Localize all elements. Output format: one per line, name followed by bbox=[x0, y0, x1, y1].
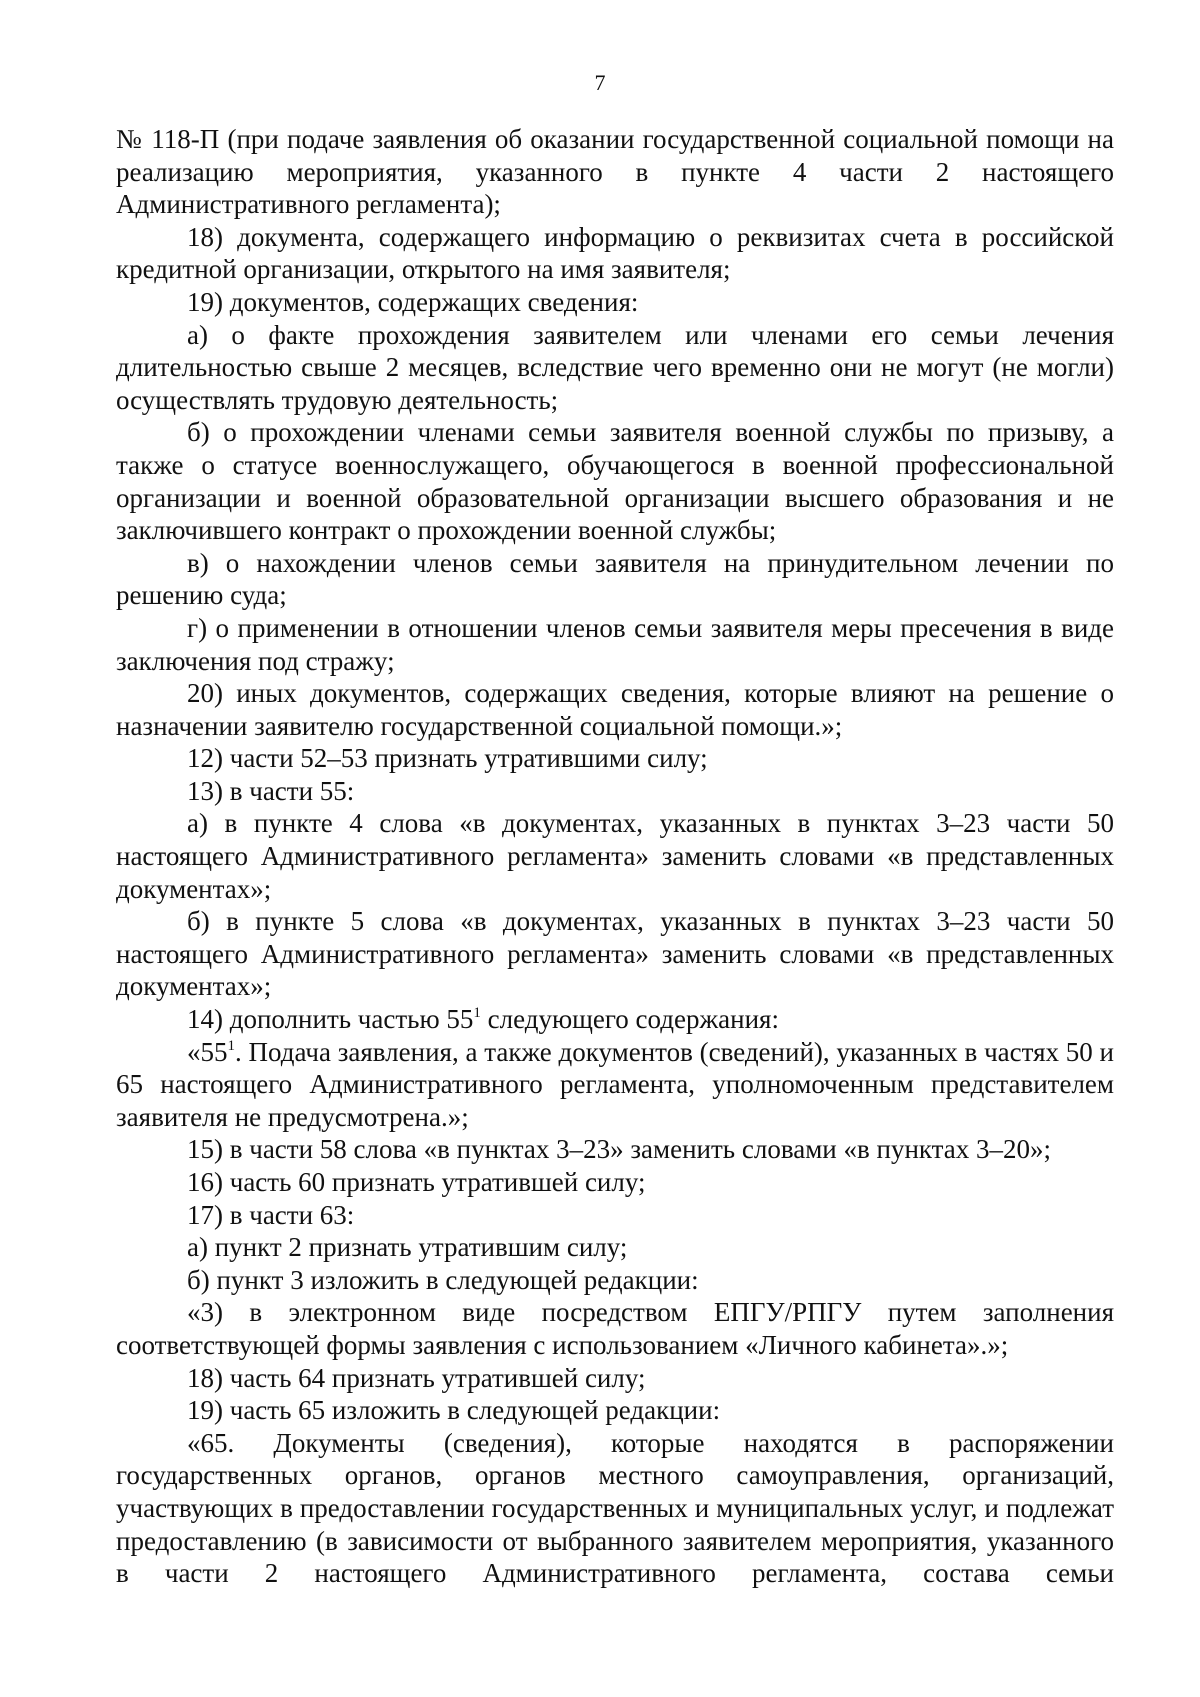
paragraph-text-before-superscript: 14) дополнить частью 55 bbox=[187, 1004, 474, 1035]
paragraph-item-19-documents: 19) документов, содержащих сведения: bbox=[187, 286, 639, 317]
paragraph-subitem-g-custody: г) о применении в отношении членов семьи заявителя меры пресечения в виде заключения под стражу; bbox=[116, 612, 1114, 676]
paragraph-item-17-part-63: 17) в части 63: bbox=[187, 1199, 355, 1230]
paragraph-item-12-parts-52-53: 12) части 52–53 признать утратившими силу; bbox=[187, 743, 708, 774]
paragraph-subitem-a-treatment: а) о факте прохождения заявителем или членами его семьи лечения длительностью свыше 2 месяцев, вследствие чего временно они не могут (не могли) осуществлять трудовую деятельность; bbox=[116, 319, 1114, 415]
paragraph-item-20-other-documents: 20) иных документов, содержащих сведения, которые влияют на решение о назначении заявителю государственной социальной помощи.»; bbox=[116, 678, 1114, 741]
paragraph-quoted-point-3: «3) в электронном виде посредством ЕПГУ/РПГУ путем заполнения соответствующей формы заявления с использованием «Личного кабинета».»; bbox=[116, 1297, 1114, 1360]
paragraph-subitem-a-point-4: а) в пункте 4 слова «в документах, указанных в пунктах 3–23 части 50 настоящего Административного регламента» заменить словами «в представленных документах»; bbox=[116, 808, 1114, 904]
paragraph-item-18-part-64: 18) часть 64 признать утратившей силу; bbox=[187, 1362, 646, 1393]
paragraph-item-16-part-60: 16) часть 60 признать утратившей силу; bbox=[187, 1167, 646, 1197]
paragraph-item-14-add-part-55-1 bbox=[116, 1003, 1114, 1036]
superscript-number: 1 bbox=[473, 1005, 481, 1022]
paragraph-subitem-a-point-2: а) пункт 2 признать утратившим силу; bbox=[187, 1232, 628, 1263]
paragraph-subitem-v-compulsory-treatment: в) о нахождении членов семьи заявителя на принудительном лечении по решению суда; bbox=[116, 547, 1114, 611]
document-body bbox=[116, 123, 1114, 1590]
paragraph-quoted-part-65: «65. Документы (сведения), которые находятся в распоряжении государственных органов, органов местного самоуправления, организаций, участвующих в предоставлении государственных и муниципальных услуг, и подлежат предоставлению (в зависимости от выбранного заявителем мероприятия, указанного в части 2 настоящего Административного регламента, состава семьи bbox=[116, 1427, 1114, 1589]
page-number: 7 bbox=[594, 70, 606, 95]
paragraph-item-18-account-details: 18) документа, содержащего информацию о реквизитах счета в российской кредитной организации, открытого на имя заявителя; bbox=[116, 221, 1114, 285]
paragraph-subitem-b-military-service: б) о прохождении членами семьи заявителя военной службы по призыву, а также о статусе военнослужащего, обучающегося в военной профессиональной организации и военной образовательной организации высшего образования и не заключившего контракт о прохождении военной службы; bbox=[116, 417, 1114, 546]
paragraph-text-before-superscript: «55 bbox=[187, 1036, 228, 1067]
paragraph-text-after-superscript: . Подача заявления, а также документов (сведений), указанных в частях 50 и 65 настоящего Административного регламента, уполномоченным представителем заявителя не предусмотрена.»; bbox=[116, 1036, 1114, 1132]
paragraph-item-15-part-58: 15) в части 58 слова «в пунктах 3–23» заменить словами «в пунктах 3–20»; bbox=[187, 1134, 1052, 1165]
paragraph-text-after-superscript: следующего содержания: bbox=[480, 1004, 779, 1035]
paragraph-part-55-1-text bbox=[116, 1036, 1114, 1134]
paragraph-subitem-b-point-5: б) в пункте 5 слова «в документах, указанных в пунктах 3–23 части 50 настоящего Административного регламента» заменить словами «в представленных документах»; bbox=[116, 906, 1114, 1002]
paragraph-continuation: № 118-П (при подаче заявления об оказании государственной социальной помощи на реализацию мероприятия, указанного в пункте 4 части 2 настоящего Административного регламента); bbox=[116, 124, 1114, 220]
paragraph-item-19-part-65: 19) часть 65 изложить в следующей редакции: bbox=[187, 1395, 721, 1426]
paragraph-item-13-part-55: 13) в части 55: bbox=[187, 775, 355, 806]
paragraph-subitem-b-point-3: б) пункт 3 изложить в следующей редакции: bbox=[187, 1264, 699, 1295]
superscript-number: 1 bbox=[227, 1037, 235, 1054]
